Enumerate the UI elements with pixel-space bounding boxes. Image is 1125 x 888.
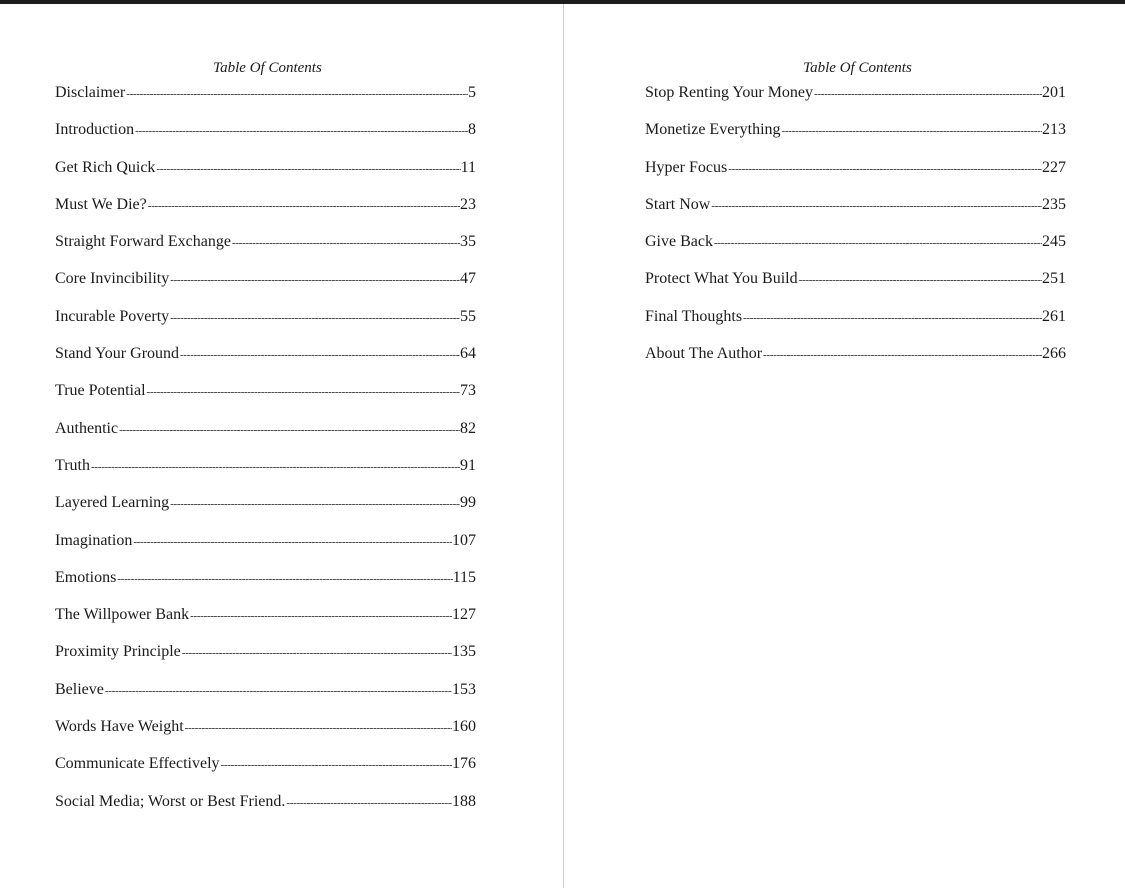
toc-entry[interactable] — [55, 121, 476, 158]
toc-entry-label: Give Back — [645, 233, 713, 251]
toc-entry[interactable] — [55, 457, 476, 494]
toc-leader-dashes — [713, 237, 1042, 249]
toc-entry-label: Layered Learning — [55, 494, 170, 512]
toc-leader-dashes — [231, 237, 460, 249]
toc-entry-label: Stand Your Ground — [55, 345, 180, 363]
toc-entry-label: Straight Forward Exchange — [55, 233, 231, 251]
toc-leader-dashes — [189, 610, 452, 622]
toc-entry[interactable] — [645, 308, 1066, 345]
toc-leader-dashes — [147, 200, 460, 212]
toc-entry[interactable] — [645, 159, 1066, 196]
toc-entry-page-number: 35 — [460, 233, 476, 251]
toc-entry-page-number: 245 — [1042, 233, 1066, 251]
toc-entry-label: About The Author — [645, 345, 763, 363]
toc-entry[interactable] — [645, 270, 1066, 307]
toc-entry[interactable] — [55, 420, 476, 457]
right-page — [564, 4, 1125, 888]
toc-entry-page-number: 73 — [460, 382, 476, 400]
toc-entry-label: Core Invincibility — [55, 270, 170, 288]
toc-leader-dashes — [146, 386, 460, 398]
toc-entry[interactable] — [55, 606, 476, 643]
toc-entry-page-number: 8 — [468, 121, 476, 139]
toc-entry-label: Introduction — [55, 121, 135, 139]
page-gutter — [563, 4, 564, 888]
toc-entry[interactable] — [55, 196, 476, 233]
toc-entry-page-number: 201 — [1042, 84, 1066, 101]
toc-entry-page-number: 91 — [460, 456, 476, 474]
toc-list-right — [645, 84, 1066, 382]
toc-entry[interactable] — [645, 196, 1066, 233]
toc-leader-dashes — [813, 88, 1042, 100]
toc-entry-page-number: 251 — [1042, 270, 1066, 288]
toc-entry[interactable] — [55, 308, 476, 345]
toc-entry[interactable] — [645, 233, 1066, 270]
toc-entry[interactable] — [55, 345, 476, 382]
toc-leader-dashes — [169, 312, 460, 324]
left-page — [0, 4, 563, 888]
toc-entry-page-number: 153 — [452, 680, 476, 698]
toc-entry[interactable] — [55, 681, 476, 718]
toc-leader-dashes — [90, 461, 460, 473]
toc-leader-dashes — [179, 349, 460, 361]
toc-leader-dashes — [169, 498, 460, 510]
toc-entry-page-number: 213 — [1042, 121, 1066, 139]
toc-leader-dashes — [798, 274, 1042, 286]
toc-entry-page-number: 82 — [460, 419, 476, 437]
toc-entry-page-number: 261 — [1042, 307, 1066, 325]
toc-leader-dashes — [184, 722, 452, 734]
toc-entry-label: Monetize Everything — [645, 121, 781, 139]
toc-leader-dashes — [104, 685, 452, 697]
toc-entry-page-number: 127 — [452, 606, 476, 624]
toc-entry-label: Proximity Principle — [55, 643, 181, 661]
toc-entry-label: Stop Renting Your Money — [645, 84, 814, 101]
toc-entry-page-number: 64 — [460, 345, 476, 363]
toc-entry[interactable] — [645, 121, 1066, 158]
toc-entry-label: Truth — [55, 456, 90, 474]
toc-entry-label: Social Media; Worst or Best Friend. — [55, 792, 286, 810]
toc-entry-page-number: 135 — [452, 643, 476, 661]
toc-entry-label: Hyper Focus — [645, 158, 728, 176]
toc-entry-label: Start Now — [645, 195, 711, 213]
toc-entry-label: Disclaimer — [55, 84, 126, 101]
toc-entry[interactable] — [55, 84, 476, 121]
toc-leader-dashes — [116, 573, 452, 585]
toc-entry-label: Emotions — [55, 568, 117, 586]
toc-entry-page-number: 227 — [1042, 158, 1066, 176]
toc-entry-label: Get Rich Quick — [55, 158, 156, 176]
toc-entry[interactable] — [645, 345, 1066, 382]
toc-entry-page-number: 160 — [452, 718, 476, 736]
toc-entry-label: Final Thoughts — [645, 307, 743, 325]
toc-entry-page-number: 99 — [460, 494, 476, 512]
toc-leader-dashes — [781, 125, 1042, 137]
toc-entry[interactable] — [55, 569, 476, 606]
toc-entry-page-number: 115 — [452, 568, 476, 586]
toc-entry[interactable] — [55, 382, 476, 419]
toc-entry[interactable] — [55, 755, 476, 792]
toc-leader-dashes — [125, 88, 468, 100]
toc-entry[interactable] — [55, 159, 476, 196]
toc-entry[interactable] — [55, 233, 476, 270]
toc-list-left — [55, 84, 476, 830]
toc-leader-dashes — [118, 424, 460, 436]
toc-entry-label: Communicate Effectively — [55, 755, 220, 773]
toc-title-right: Table Of Contents — [803, 60, 912, 76]
toc-entry-page-number: 235 — [1042, 195, 1066, 213]
toc-entry-label: Protect What You Build — [645, 270, 798, 288]
toc-entry-label: Imagination — [55, 531, 133, 549]
toc-entry-page-number: 5 — [468, 84, 476, 101]
toc-entry[interactable] — [645, 84, 1066, 121]
toc-entry-page-number: 11 — [460, 158, 476, 176]
toc-entry-label: True Potential — [55, 382, 146, 400]
toc-entry-page-number: 23 — [460, 195, 476, 213]
toc-entry-page-number: 266 — [1042, 345, 1066, 363]
toc-entry-page-number: 55 — [460, 307, 476, 325]
toc-leader-dashes — [220, 759, 452, 771]
toc-entry-label: Authentic — [55, 419, 119, 437]
toc-entry-page-number: 47 — [460, 270, 476, 288]
toc-leader-dashes — [710, 200, 1042, 212]
toc-entry-label: Believe — [55, 680, 104, 698]
toc-leader-dashes — [742, 312, 1042, 324]
toc-entry-label: The Willpower Bank — [55, 606, 190, 624]
toc-leader-dashes — [155, 163, 460, 175]
toc-entry-label: Must We Die? — [55, 195, 147, 213]
toc-entry-page-number: 176 — [452, 755, 476, 773]
toc-leader-dashes — [727, 163, 1042, 175]
toc-entry[interactable] — [55, 793, 476, 830]
toc-leader-dashes — [762, 349, 1042, 361]
toc-entry[interactable] — [55, 494, 476, 531]
toc-entry-page-number: 188 — [452, 792, 476, 810]
toc-leader-dashes — [132, 536, 452, 548]
toc-leader-dashes — [285, 797, 452, 809]
toc-leader-dashes — [134, 125, 468, 137]
toc-leader-dashes — [169, 274, 460, 286]
toc-entry-label: Incurable Poverty — [55, 307, 170, 325]
toc-entry[interactable] — [55, 643, 476, 680]
toc-entry-page-number: 107 — [452, 531, 476, 549]
toc-leader-dashes — [181, 647, 452, 659]
toc-title-left: Table Of Contents — [213, 60, 322, 76]
toc-entry[interactable] — [55, 718, 476, 755]
toc-entry[interactable] — [55, 532, 476, 569]
toc-entry[interactable] — [55, 270, 476, 307]
toc-entry-label: Words Have Weight — [55, 718, 184, 736]
